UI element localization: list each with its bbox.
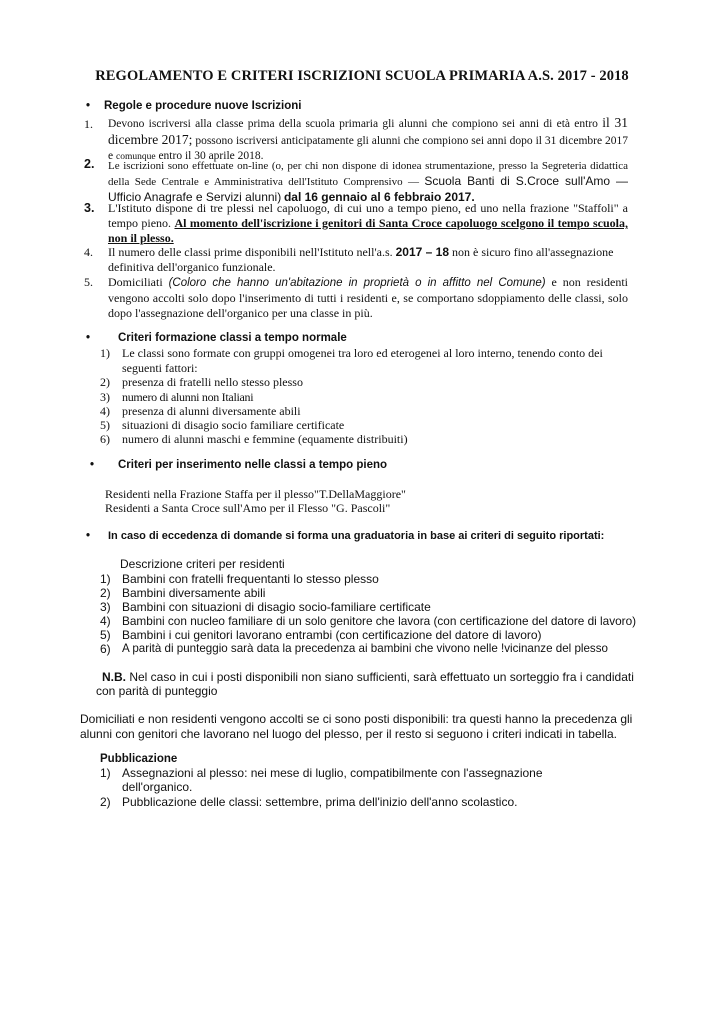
heading-text: Regole e procedure nuove Iscrizioni [104, 100, 302, 112]
list-number: 2) [100, 795, 111, 809]
list-number: 1) [100, 572, 111, 586]
list-text: seguenti fattori: [122, 361, 198, 375]
text: Il numero delle classi prime disponibili nell'Istituto nell'a.s. [108, 245, 393, 259]
residenti-staffoli: Residenti nella Frazione Staffa per il plesso"T.DellaMaggiore" [105, 487, 406, 501]
text: Domiciliati [108, 275, 163, 289]
bullet-icon: • [86, 332, 91, 344]
heading-text: Criteri formazione classi a tempo normale [118, 332, 347, 344]
text: Devono iscriversi alla classe prima della scuola primaria gli alunni che compiono sei anni di età entro [108, 118, 598, 130]
list-text: Bambini diversamente abili [122, 586, 266, 600]
list-text: Pubblicazione delle classi: settembre, prima dell'inizio dell'anno scolastico. [122, 795, 518, 809]
residenti-santa-croce: Residenti a Santa Croce sull'Amo per il Flesso "G. Pascoli" [105, 501, 391, 515]
criteri-intro: Descrizione criteri per residenti [120, 557, 285, 571]
paragraph-item-2 [108, 159, 628, 206]
nb-label: N.B. [102, 670, 126, 684]
text: Scuola Banti di S.Croce sull'Amo — Ufficio Anagrafe e Servizi alunni) [108, 174, 629, 204]
item-number: 3. [84, 201, 95, 215]
list-text: dell'organico. [122, 780, 193, 794]
list-text: situazioni di disagio socio familiare certificate [122, 418, 345, 432]
list-number: 4) [100, 404, 110, 418]
domiciliati-line-1: Domiciliati e non residenti vengono accolti se ci sono posti disponibili: tra questi hanno la precedenza gli [80, 712, 633, 726]
text: possono iscriversi anticipatamente gli alunni che compiono sei anni dopo il 31 dicembre 2017 e [108, 135, 629, 162]
list-number: 1) [100, 766, 111, 780]
bullet-icon: • [86, 530, 91, 542]
nb-text: Nel caso in cui i posti disponibili non siano sufficienti, sarà effettuato un sorteggio fra i candidati [129, 670, 634, 684]
list-number: 6) [100, 642, 111, 656]
list-text: presenza di alunni diversamente abili [122, 404, 301, 418]
list-number: 2) [100, 586, 111, 600]
pubblicazione-heading: Pubblicazione [100, 753, 178, 765]
paragraph-item-3 [108, 201, 628, 246]
item-number: 4. [84, 245, 93, 259]
heading-text: Criteri per inserimento nelle classi a tempo pieno [118, 459, 388, 471]
list-number: 3) [100, 600, 111, 614]
text-date: il 31 dicembre 2017; [108, 115, 628, 147]
text: e non residenti vengono accolti solo dopo l'inserimento di tutti i residenti e, se comportano sdoppiamento delle classi, solo dopo l'assegnazione dell'organico per una classe in più. [108, 275, 628, 320]
heading-text: In caso di eccedenza di domande si forma una graduatoria in base ai criteri di seguito riportati: [108, 530, 605, 542]
text-year: 2017 – 18 [395, 245, 449, 259]
item-number: 1. [84, 117, 93, 131]
list-text: Bambini i cui genitori lavorano entrambi (con certificazione del datore di lavoro) [122, 628, 542, 642]
nota-bene [102, 670, 634, 685]
paragraph-item-4 [108, 245, 628, 275]
bullet-icon: • [86, 100, 91, 112]
list-number: 1) [100, 346, 110, 360]
text: comunque [115, 152, 156, 162]
item-number: 2. [84, 157, 95, 171]
text: non è sicuro fino all'assegnazione definitiva dell'organico funzionale. [108, 245, 614, 274]
list-number: 3) [100, 390, 110, 404]
text: entro il 30 aprile 2018. [158, 150, 264, 162]
list-number: 4) [100, 614, 111, 628]
list-text: Bambini con situazioni di disagio socio-familiare certificate [122, 600, 431, 614]
list-number: 5) [100, 628, 111, 642]
domiciliati-line-2: alunni con genitori che lavorano nel luogo del plesso, per il resto si seguono i criteri indicati in tabella. [80, 727, 617, 741]
list-number: 5) [100, 418, 110, 432]
paragraph-item-5 [108, 275, 628, 321]
nota-bene-cont: con parità di punteggio [96, 684, 218, 698]
text-italic: (Coloro che hanno un'abitazione in proprietà o in affitto nel Comune) [168, 277, 546, 289]
list-text: numero di alunni maschi e femmine (equamente distribuiti) [122, 432, 408, 446]
text-emphasis: Al momento dell'iscrizione i genitori di Santa Croce capoluogo scelgono il tempo scuola, non il plesso. [108, 216, 629, 245]
list-text: Bambini con fratelli frequentanti lo stesso plesso [122, 572, 379, 586]
list-text: Assegnazioni al plesso: nei mese di luglio, compatibilmente con l'assegnazione [122, 766, 543, 780]
text: Le iscrizioni sono effettuate on-line (o, per chi non dispone di idonea strumentazione, presso la Segreteria didattica della Sede Centrale e Amministrativa dell'Istituto Comprensivo — [108, 160, 628, 188]
list-text: Bambini con nucleo familiare di un solo genitore che lavora (con certificazione del datore di lavoro) [122, 614, 637, 628]
text: L'Istituto dispone di tre plessi nel capoluogo, di cui uno a tempo pieno, ed uno nella frazione "Staffoli" a tempo pieno. [108, 201, 628, 230]
list-number: 6) [100, 432, 110, 446]
bullet-icon: • [90, 459, 95, 471]
list-text: numero di alunni non Italiani [122, 390, 254, 404]
paragraph-item-1 [108, 115, 628, 165]
list-text: A parità di punteggio sarà data la precedenza ai bambini che vivono nelle !vicinanze del plesso [122, 642, 608, 655]
list-number: 2) [100, 375, 110, 389]
text-dates: dal 16 gennaio al 6 febbraio 2017. [283, 190, 475, 204]
list-text: Le classi sono formate con gruppi omogenei tra loro ed eterogenei al loro interno, tenendo conto dei [122, 346, 603, 360]
document-title: REGOLAMENTO E CRITERI ISCRIZIONI SCUOLA PRIMARIA A.S. 2017 - 2018 [95, 68, 629, 84]
item-number: 5. [84, 275, 93, 289]
list-text: presenza di fratelli nello stesso plesso [122, 375, 303, 389]
